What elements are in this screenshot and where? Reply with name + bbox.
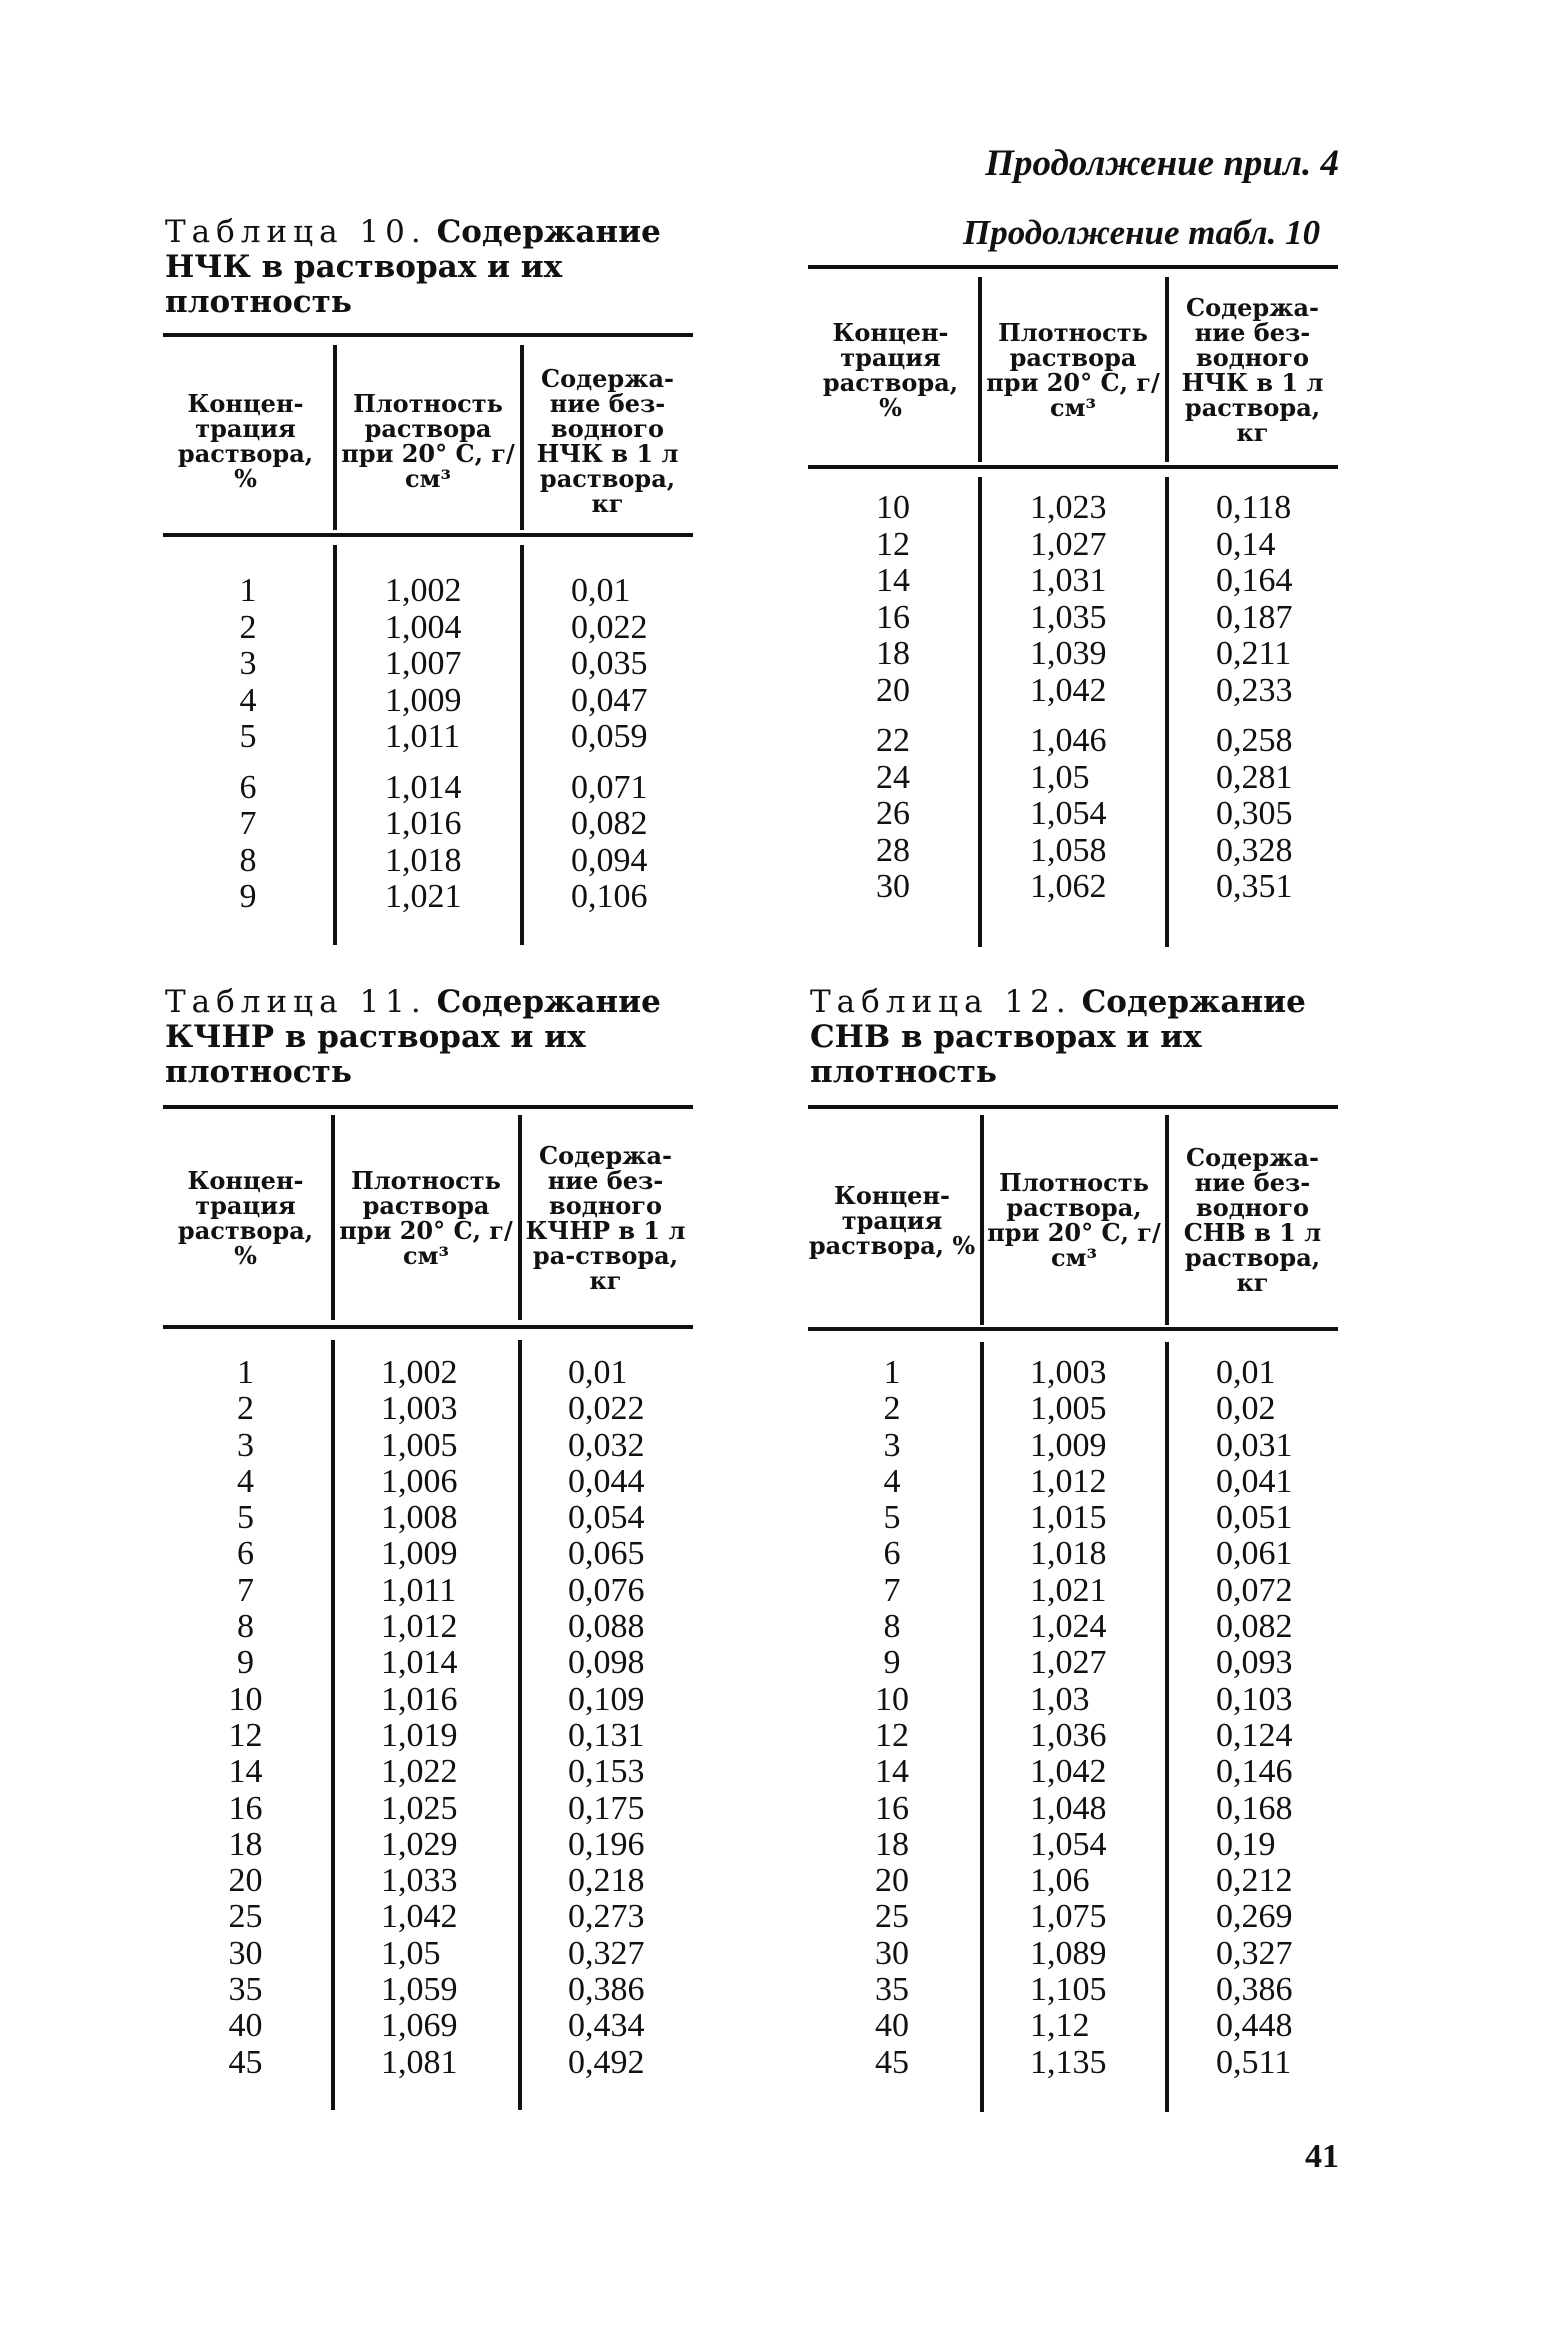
table-cell: 0,511 — [1216, 2043, 1292, 2081]
table10_cont-col-concentration — [808, 723, 978, 906]
table-cell: 0,035 — [571, 645, 648, 682]
table-cell: 0,022 — [568, 1390, 645, 1428]
table-cell: 2 — [239, 608, 257, 646]
table-cell: 0,044 — [568, 1462, 645, 1500]
table-cell: 5 — [883, 1499, 901, 1537]
table12-caption-label: Таблица 12. — [810, 984, 1072, 1020]
table-cell: 1,016 — [385, 805, 462, 842]
table-cell: 9 — [237, 1644, 254, 1682]
table-cell: 1,012 — [381, 1608, 458, 1646]
table-cell: 1,005 — [381, 1426, 458, 1464]
table-cell: 0,093 — [1216, 1644, 1293, 1682]
table-cell: 2 — [237, 1390, 254, 1428]
table-cell: 22 — [876, 722, 910, 759]
table-cell: 0,281 — [1216, 758, 1293, 796]
table-cell: 1,009 — [1030, 1426, 1107, 1464]
table-cell: 10 — [876, 489, 910, 526]
table-cell: 0,082 — [571, 805, 648, 842]
table11-caption-title: Содержание КЧНР в растворах и их плотность — [165, 984, 661, 1090]
table-cell: 1,042 — [1030, 1753, 1107, 1791]
table10-cont-header-content: Содержа-ние без-водного НЧК в 1 л раствора, кг — [1181, 293, 1324, 447]
table-cell: 1 — [883, 1354, 901, 1391]
table-cell: 1,003 — [381, 1390, 458, 1428]
table-cell: 1,035 — [1030, 598, 1107, 636]
table-cell: 25 — [228, 1898, 263, 1936]
table-cell: 0,492 — [568, 2043, 645, 2081]
table10-col-concentration — [163, 770, 333, 916]
table-cell: 0,02 — [1216, 1390, 1276, 1428]
table-cell: 1,048 — [1030, 1789, 1107, 1827]
page-number: 41 — [1305, 2138, 1339, 2175]
table-cell: 1,027 — [1030, 525, 1107, 563]
table-cell: 1,007 — [385, 645, 462, 682]
table-cell: 1,009 — [385, 681, 462, 719]
table-cell: 1,005 — [1030, 1390, 1107, 1428]
table-cell: 1,062 — [1030, 868, 1107, 905]
table-cell: 0,082 — [1216, 1608, 1293, 1646]
table-cell: 5 — [239, 718, 257, 755]
table10_cont-col-concentration — [808, 490, 978, 709]
table-cell: 12 — [875, 1716, 909, 1754]
table-cell: 1,036 — [1030, 1716, 1107, 1754]
table-cell: 0,218 — [568, 1862, 645, 1900]
table10-cont-caption: Продолжение табл. 10 — [963, 213, 1321, 252]
table-cell: 16 — [228, 1789, 263, 1827]
table-cell: 25 — [875, 1898, 909, 1936]
table10-cont — [808, 265, 1338, 955]
table-cell: 40 — [875, 2007, 909, 2045]
table-cell: 0,109 — [568, 1680, 645, 1718]
table10-header-concentration: Концен-трация раствора, % — [177, 388, 314, 493]
table-cell: 45 — [228, 2043, 263, 2081]
table-cell: 1,06 — [1030, 1862, 1090, 1900]
table-cell: 0,212 — [1216, 1862, 1293, 1900]
table11-header-content: Содержа-ние без-водного КЧНР в 1 л ра-створа, кг — [525, 1140, 686, 1295]
table-cell: 4 — [883, 1462, 901, 1500]
table10-caption — [165, 215, 685, 320]
table-cell: 8 — [239, 841, 257, 879]
table-cell: 1,015 — [1030, 1499, 1107, 1537]
table10_cont-col-content — [1216, 723, 1336, 906]
table-cell: 24 — [876, 758, 910, 796]
table-cell: 0,258 — [1216, 722, 1293, 759]
table-cell: 0,054 — [568, 1499, 645, 1537]
table-cell: 0,051 — [1216, 1499, 1293, 1537]
table-cell: 30 — [228, 1934, 263, 1972]
table-cell: 6 — [237, 1535, 254, 1573]
table-cell: 1,054 — [1030, 1825, 1107, 1863]
table12-header-concentration: Концен-трация раствора, % — [808, 1180, 976, 1260]
table-cell: 8 — [237, 1608, 254, 1646]
table-cell: 0,196 — [568, 1825, 645, 1863]
table-cell: 0,327 — [568, 1934, 645, 1972]
table10-col-content — [571, 770, 691, 916]
table11-header-density: Плотность раствора при 20° С, г/см³ — [339, 1165, 513, 1270]
table-cell: 0,131 — [568, 1716, 645, 1754]
table-cell: 0,041 — [1216, 1462, 1293, 1500]
table-cell: 0,175 — [568, 1789, 645, 1827]
table-cell: 10 — [875, 1680, 909, 1718]
table-cell: 1,009 — [381, 1535, 458, 1573]
table-cell: 2 — [883, 1390, 901, 1428]
table10-caption-label: Таблица 10. — [165, 214, 427, 250]
table-cell: 0,032 — [568, 1426, 645, 1464]
table-cell: 0,233 — [1216, 671, 1293, 709]
table-cell: 0,059 — [571, 718, 648, 755]
table-cell: 0,448 — [1216, 2007, 1293, 2045]
table-cell: 0,273 — [568, 1898, 645, 1936]
table-cell: 1,023 — [1030, 489, 1107, 526]
table10-header-content: Содержа-ние без-водного НЧК в 1 л раствора, кг — [536, 363, 679, 518]
table-cell: 1,011 — [381, 1571, 457, 1609]
table10_cont-col-density — [1030, 723, 1170, 906]
table-cell: 1,033 — [381, 1862, 458, 1900]
table-cell: 0,305 — [1216, 795, 1293, 832]
table11-col-concentration — [163, 1355, 328, 2081]
table-cell: 0,187 — [1216, 598, 1293, 636]
table-cell: 0,031 — [1216, 1426, 1293, 1464]
table-cell: 1,031 — [1030, 562, 1107, 599]
table-cell: 1,03 — [1030, 1680, 1090, 1718]
table11-caption-label: Таблица 11. — [165, 984, 427, 1020]
table-cell: 1,008 — [381, 1499, 458, 1537]
table-cell: 0,351 — [1216, 868, 1293, 905]
table10 — [163, 333, 693, 948]
table-cell: 1,039 — [1030, 635, 1107, 672]
table-cell: 1,021 — [1030, 1571, 1107, 1609]
table-cell: 35 — [875, 1971, 909, 2009]
table-cell: 1,042 — [1030, 671, 1107, 709]
table-cell: 26 — [876, 795, 910, 832]
table-cell: 1,004 — [385, 608, 462, 646]
table-cell: 1,105 — [1030, 1971, 1107, 2009]
table-cell: 0,01 — [571, 572, 631, 609]
table-cell: 45 — [875, 2043, 909, 2081]
table-cell: 0,065 — [568, 1535, 645, 1573]
table-cell: 12 — [228, 1716, 263, 1754]
table12-col-content — [1216, 1355, 1336, 2081]
table-cell: 12 — [876, 525, 910, 563]
table-cell: 1,059 — [381, 1971, 458, 2009]
table12-header-content: Содержа-ние без-водного СНВ в 1 л раствора, кг — [1183, 1143, 1322, 1297]
table12 — [808, 1105, 1338, 2115]
table-cell: 20 — [228, 1862, 263, 1900]
table-cell: 20 — [875, 1862, 909, 1900]
table10-col-density — [385, 770, 525, 916]
table-cell: 0,211 — [1216, 635, 1292, 672]
table-cell: 1,022 — [381, 1753, 458, 1791]
table-cell: 10 — [228, 1680, 263, 1718]
table-cell: 1,025 — [381, 1789, 458, 1827]
table-cell: 1,069 — [381, 2007, 458, 2045]
table-cell: 1,054 — [1030, 795, 1107, 832]
table-cell: 28 — [876, 831, 910, 869]
table-cell: 18 — [875, 1825, 909, 1863]
table-cell: 7 — [883, 1571, 901, 1609]
table12-caption-title: Содержание СНВ в растворах и их плотность — [810, 984, 1306, 1090]
table-cell: 0,072 — [1216, 1571, 1293, 1609]
table-cell: 1,002 — [385, 572, 462, 609]
table-cell: 0,386 — [1216, 1971, 1293, 2009]
table-cell: 0,146 — [1216, 1753, 1293, 1791]
table-cell: 4 — [237, 1462, 254, 1500]
table-cell: 0,124 — [1216, 1716, 1293, 1754]
table-cell: 1,081 — [381, 2043, 458, 2081]
table-cell: 0,094 — [571, 841, 648, 879]
table-cell: 1,018 — [1030, 1535, 1107, 1573]
table12-col-density — [1030, 1355, 1170, 2081]
table12-col-concentration — [808, 1355, 976, 2081]
table-cell: 30 — [876, 868, 910, 905]
table-cell: 1,075 — [1030, 1898, 1107, 1936]
table-cell: 1,016 — [381, 1680, 458, 1718]
table-cell: 1,042 — [381, 1898, 458, 1936]
table-cell: 1,011 — [385, 718, 461, 755]
table-cell: 3 — [237, 1426, 254, 1464]
table10-col-content — [571, 573, 691, 756]
table12-caption — [810, 985, 1330, 1090]
table-cell: 18 — [876, 635, 910, 672]
table-cell: 1,002 — [381, 1354, 458, 1391]
table-cell: 5 — [237, 1499, 254, 1537]
table-cell: 18 — [228, 1825, 263, 1863]
table-cell: 7 — [239, 805, 257, 842]
table10_cont-col-content — [1216, 490, 1336, 709]
table-cell: 0,103 — [1216, 1680, 1293, 1718]
table-cell: 40 — [228, 2007, 263, 2045]
table-cell: 1 — [239, 572, 257, 609]
table-cell: 16 — [875, 1789, 909, 1827]
table12-header-density: Плотность раствора, при 20° С, г/см³ — [987, 1168, 1161, 1272]
table-cell: 9 — [239, 878, 257, 915]
table-cell: 1,018 — [385, 841, 462, 879]
table-cell: 1,05 — [381, 1934, 441, 1972]
table10-cont-header-concentration: Концен-трация раствора, % — [822, 318, 959, 422]
table-cell: 1,058 — [1030, 831, 1107, 869]
table-cell: 3 — [883, 1426, 901, 1464]
table-cell: 1,12 — [1030, 2007, 1090, 2045]
table-cell: 1 — [237, 1354, 254, 1391]
table10_cont-col-density — [1030, 490, 1170, 709]
table11-col-content — [568, 1355, 688, 2081]
table-cell: 1,014 — [381, 1644, 458, 1682]
table-cell: 0,164 — [1216, 562, 1293, 599]
table11-header-concentration: Концен-трация раствора, % — [177, 1165, 314, 1270]
table-cell: 14 — [876, 562, 910, 599]
table-cell: 0,118 — [1216, 489, 1292, 526]
table-cell: 8 — [883, 1608, 901, 1646]
table-cell: 1,019 — [381, 1716, 458, 1754]
table-cell: 0,14 — [1216, 525, 1276, 563]
table-cell: 14 — [875, 1753, 909, 1791]
table-cell: 1,024 — [1030, 1608, 1107, 1646]
table-cell: 0,386 — [568, 1971, 645, 2009]
table-cell: 1,135 — [1030, 2043, 1107, 2081]
table10-header-density: Плотность раствора при 20° С, г/см³ — [341, 388, 515, 493]
table10-cont-header-density: Плотность раствора при 20° С, г/см³ — [986, 318, 1160, 422]
table-cell: 14 — [228, 1753, 263, 1791]
table-cell: 4 — [239, 681, 257, 719]
table-cell: 1,003 — [1030, 1354, 1107, 1391]
table-cell: 1,006 — [381, 1462, 458, 1500]
table-cell: 0,01 — [568, 1354, 628, 1391]
table-cell: 1,05 — [1030, 758, 1090, 796]
table-cell: 7 — [237, 1571, 254, 1609]
table-cell: 1,029 — [381, 1825, 458, 1863]
table-cell: 1,027 — [1030, 1644, 1107, 1682]
table-cell: 1,021 — [385, 878, 462, 915]
table-cell: 0,106 — [571, 878, 648, 915]
table-cell: 0,047 — [571, 681, 648, 719]
table-cell: 6 — [883, 1535, 901, 1573]
table-cell: 3 — [239, 645, 257, 682]
table-cell: 20 — [876, 671, 910, 709]
table10-col-concentration — [163, 573, 333, 756]
table11 — [163, 1105, 693, 2115]
table-cell: 0,022 — [571, 608, 648, 646]
table-cell: 0,168 — [1216, 1789, 1293, 1827]
table10-col-density — [385, 573, 525, 756]
table-cell: 0,269 — [1216, 1898, 1293, 1936]
table-cell: 1,012 — [1030, 1462, 1107, 1500]
table-cell: 0,327 — [1216, 1934, 1293, 1972]
running-head: Продолжение прил. 4 — [985, 143, 1339, 184]
table-cell: 1,089 — [1030, 1934, 1107, 1972]
table-cell: 1,046 — [1030, 722, 1107, 759]
table-cell: 0,098 — [568, 1644, 645, 1682]
table-cell: 0,076 — [568, 1571, 645, 1609]
table-cell: 6 — [239, 768, 257, 806]
table11-col-density — [381, 1355, 521, 2081]
table11-caption — [165, 985, 685, 1090]
table-cell: 16 — [876, 598, 910, 636]
table-cell: 9 — [883, 1644, 901, 1682]
table-cell: 1,014 — [385, 768, 462, 806]
table-cell: 0,19 — [1216, 1825, 1276, 1863]
table-cell: 0,088 — [568, 1608, 645, 1646]
table-cell: 0,061 — [1216, 1535, 1293, 1573]
table-cell: 0,071 — [571, 768, 648, 806]
table-cell: 0,434 — [568, 2007, 645, 2045]
table-cell: 0,153 — [568, 1753, 645, 1791]
table-cell: 0,328 — [1216, 831, 1293, 869]
table-cell: 0,01 — [1216, 1354, 1276, 1391]
table10-caption-title: Содержание НЧК в растворах и их плотность — [165, 214, 661, 320]
table-cell: 30 — [875, 1934, 909, 1972]
table-cell: 35 — [228, 1971, 263, 2009]
